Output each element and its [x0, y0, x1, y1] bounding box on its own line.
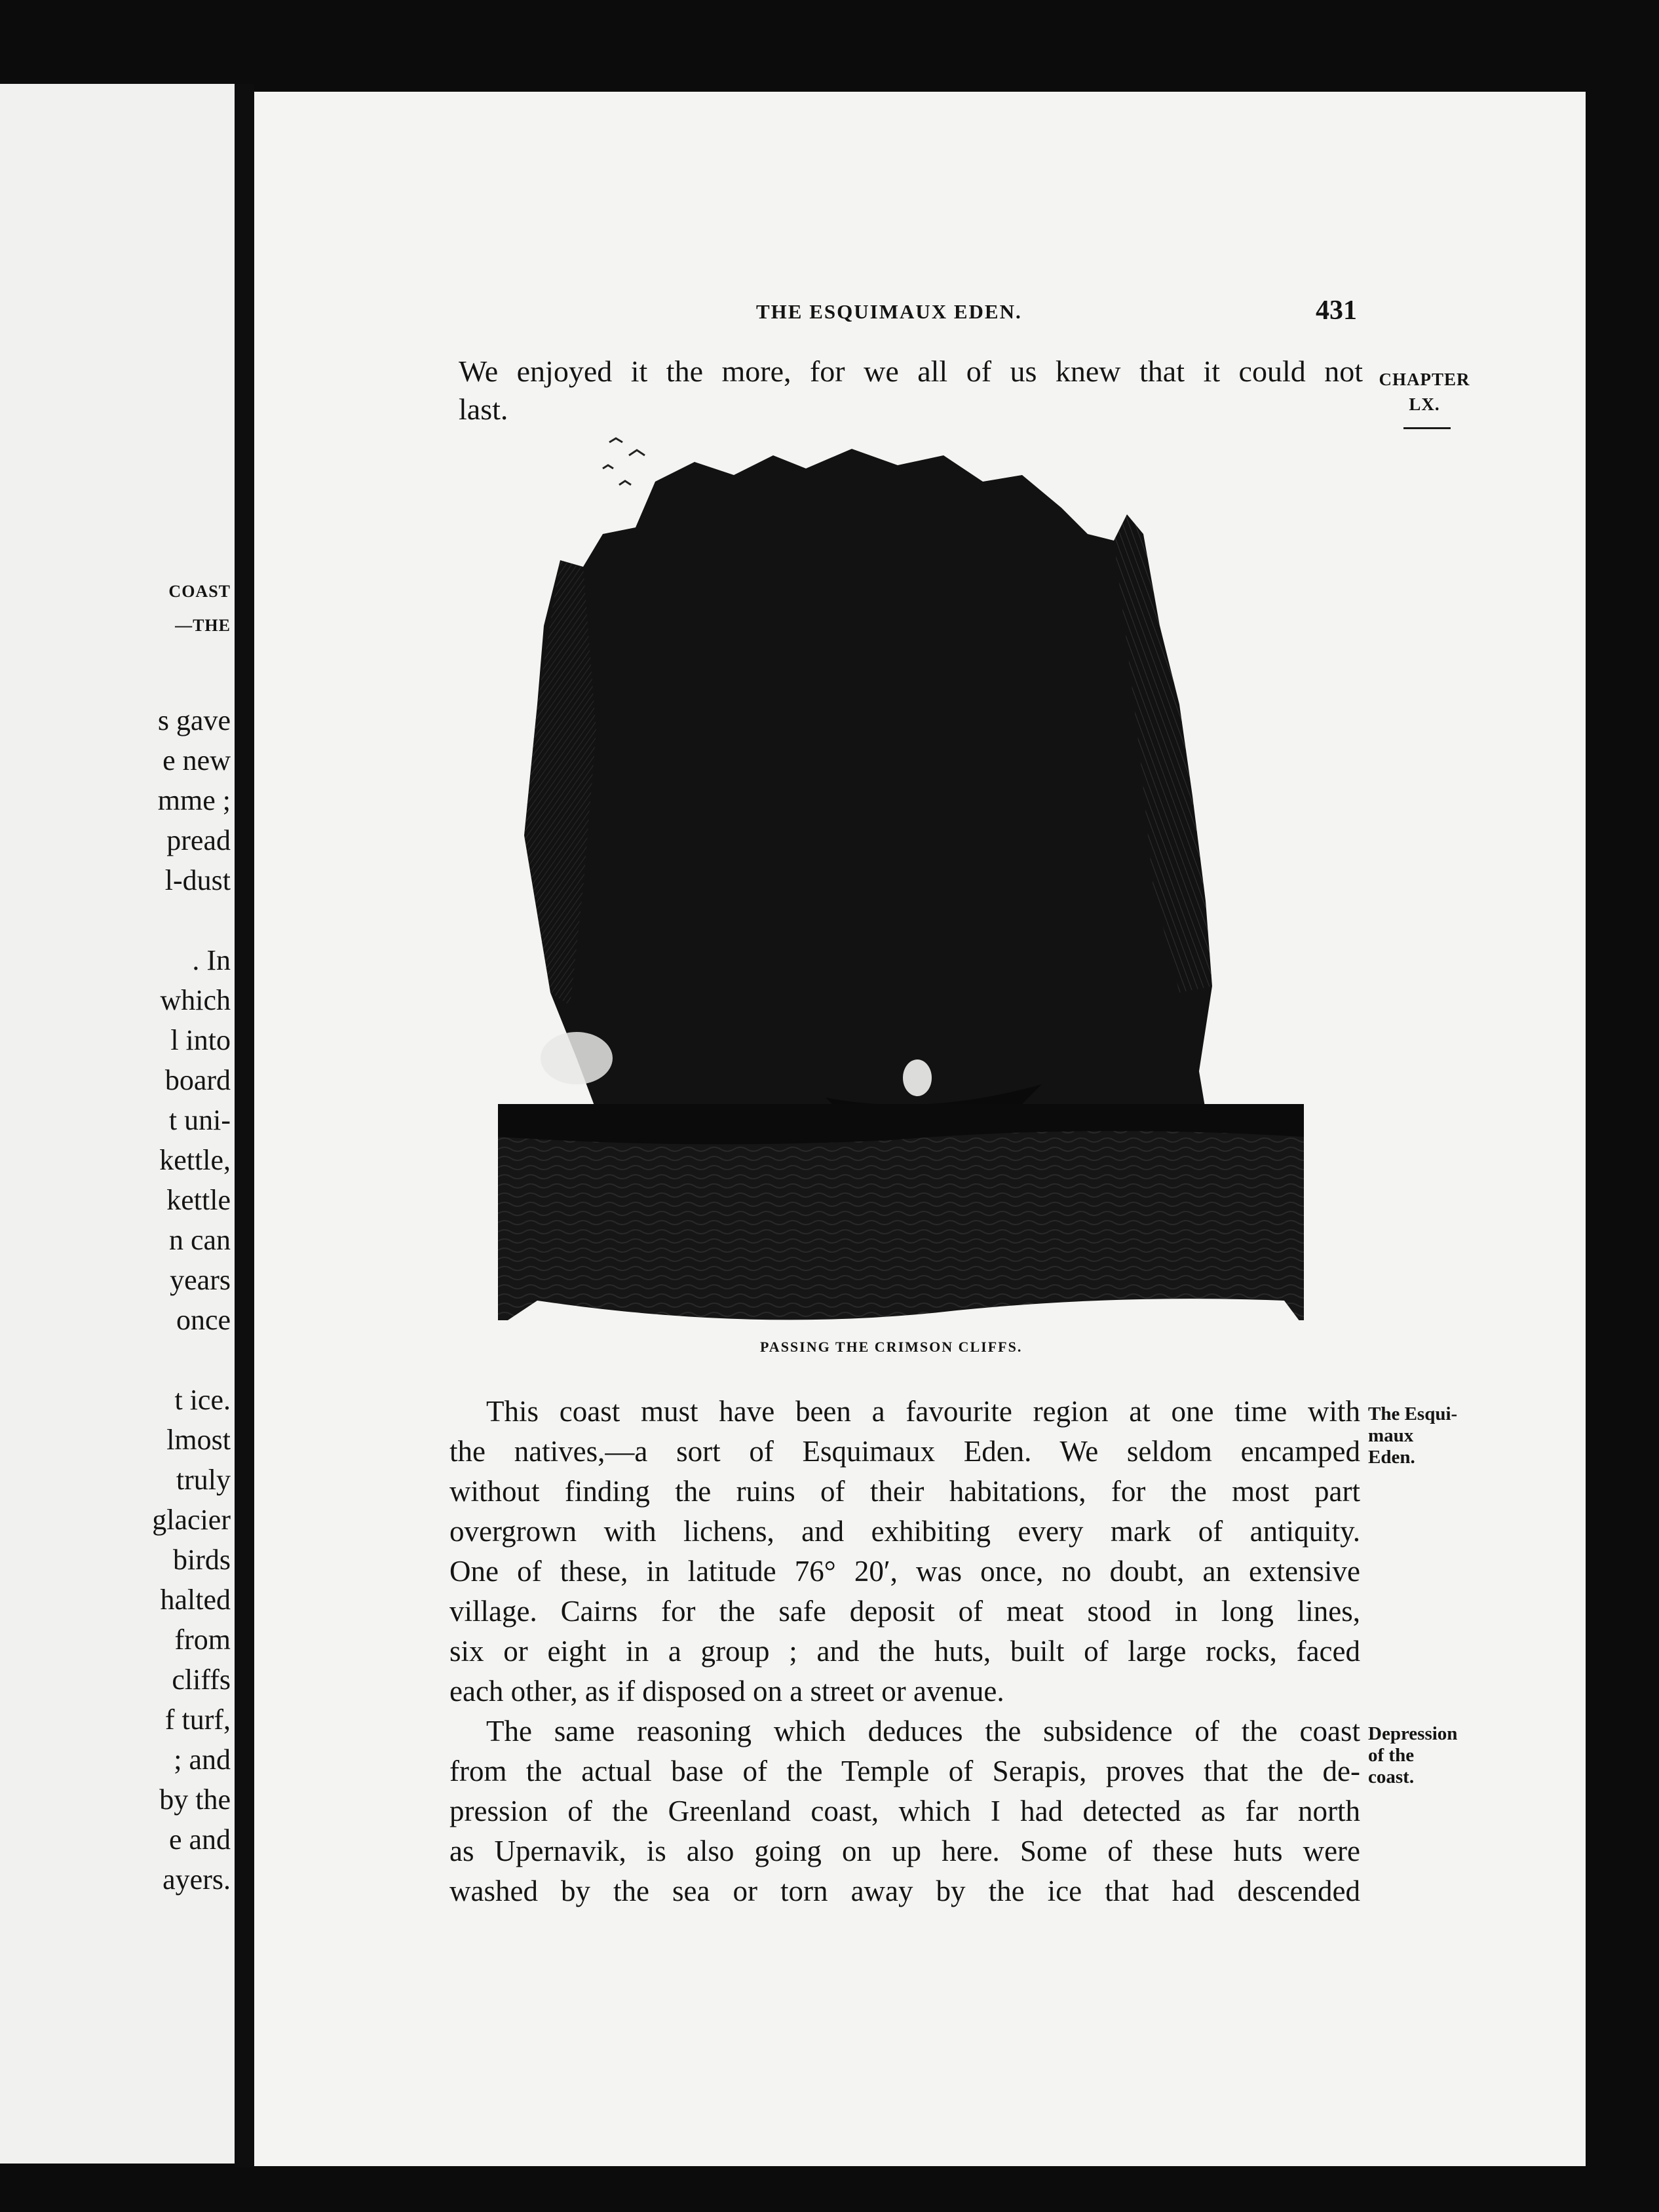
left-text-line: which — [160, 984, 231, 1016]
birds — [603, 438, 645, 485]
engraving-crimson-cliffs — [498, 429, 1304, 1327]
running-head: THE ESQUIMAUX EDEN. — [756, 300, 1022, 323]
margin-note-depression — [1368, 1723, 1457, 1788]
margin-note-line: of the — [1368, 1745, 1415, 1766]
left-text-line: . In — [192, 944, 231, 976]
body-line: washed by the sea or torn away by the ice that had descended — [449, 1875, 1360, 1907]
margin-note-line: maux — [1368, 1425, 1414, 1446]
margin-note-line: Eden. — [1368, 1447, 1415, 1468]
left-text-line: s gave — [157, 704, 231, 736]
left-text-line: birds — [173, 1544, 231, 1576]
left-text-line: ; and — [174, 1744, 231, 1776]
left-text-line: cliffs — [172, 1664, 231, 1696]
left-text-line: t uni- — [168, 1104, 231, 1136]
body-line: This coast must have been a favourite region at one time with — [486, 1395, 1360, 1428]
left-text-line: t ice. — [174, 1384, 231, 1416]
left-heading-line: COAST — [168, 582, 231, 601]
left-text-line: truly — [176, 1464, 231, 1496]
left-text-line: years — [170, 1264, 231, 1296]
left-text-line: l-dust — [164, 864, 231, 896]
left-text-line: pread — [166, 824, 231, 856]
body-line: pression of the Greenland coast, which I had detected as far north — [449, 1795, 1360, 1827]
page-number: 431 — [1316, 296, 1357, 326]
left-text-line: kettle — [166, 1184, 231, 1216]
left-text-line: l into — [170, 1024, 231, 1056]
left-text-line: lmost — [166, 1424, 231, 1456]
left-text-line: mme ; — [157, 784, 231, 816]
chapter-margin-note — [1372, 367, 1477, 417]
book-gutter — [235, 84, 254, 2167]
left-text-line: e and — [168, 1823, 231, 1856]
figure-in-boat — [903, 1059, 932, 1096]
body-line: last. — [459, 392, 508, 426]
left-text-line: glacier — [152, 1504, 231, 1536]
body-line: six or eight in a group ; and the huts, built of large rocks, faced — [449, 1635, 1360, 1668]
chapter-label: CHAPTER — [1379, 370, 1470, 389]
left-text-line: halted — [160, 1584, 231, 1616]
left-text-line: board — [164, 1064, 231, 1096]
cliff-mass — [524, 449, 1212, 1111]
body-line: The same reasoning which deduces the subsidence of the coast — [486, 1715, 1360, 1747]
body-line: without finding the ruins of their habitations, for the most part — [449, 1475, 1360, 1508]
left-text-line: kettle, — [159, 1144, 231, 1176]
margin-note-line: Depression — [1368, 1723, 1458, 1744]
body-line: the natives,—a sort of Esquimaux Eden. We seldom encamped — [449, 1435, 1360, 1468]
left-text-line: ayers. — [162, 1863, 231, 1896]
left-heading-line: —THE — [175, 616, 231, 635]
mist-patch — [541, 1032, 613, 1084]
margin-note-line: The Esqui- — [1368, 1403, 1458, 1424]
left-text-line: from — [174, 1624, 231, 1656]
chapter-rule — [1403, 427, 1451, 429]
left-text-line: once — [176, 1304, 231, 1336]
chapter-number: LX. — [1409, 394, 1440, 414]
left-text-line: f turf, — [164, 1704, 231, 1736]
left-text-line: e new — [162, 744, 231, 776]
figure-caption: PASSING THE CRIMSON CLIFFS. — [760, 1339, 1023, 1355]
margin-note-esquimaux-eden — [1368, 1403, 1457, 1468]
left-page-fragment — [0, 84, 235, 2164]
body-line: as Upernavik, is also going on up here. Some of these huts were — [449, 1835, 1360, 1867]
body-line: We enjoyed it the more, for we all of us knew that it could not — [459, 354, 1363, 388]
body-line: overgrown with lichens, and exhibiting every mark of antiquity. — [449, 1515, 1360, 1548]
body-line: village. Cairns for the safe deposit of meat stood in long lines, — [449, 1595, 1360, 1628]
left-text-line: n can — [168, 1224, 231, 1256]
left-text-line: by the — [159, 1783, 231, 1816]
body-line: from the actual base of the Temple of Serapis, proves that the de- — [449, 1755, 1360, 1787]
margin-note-line: coast. — [1368, 1766, 1415, 1787]
body-line: One of these, in latitude 76° 20′, was once, no doubt, an extensive — [449, 1555, 1360, 1588]
body-line: each other, as if disposed on a street or avenue. — [449, 1675, 1004, 1707]
